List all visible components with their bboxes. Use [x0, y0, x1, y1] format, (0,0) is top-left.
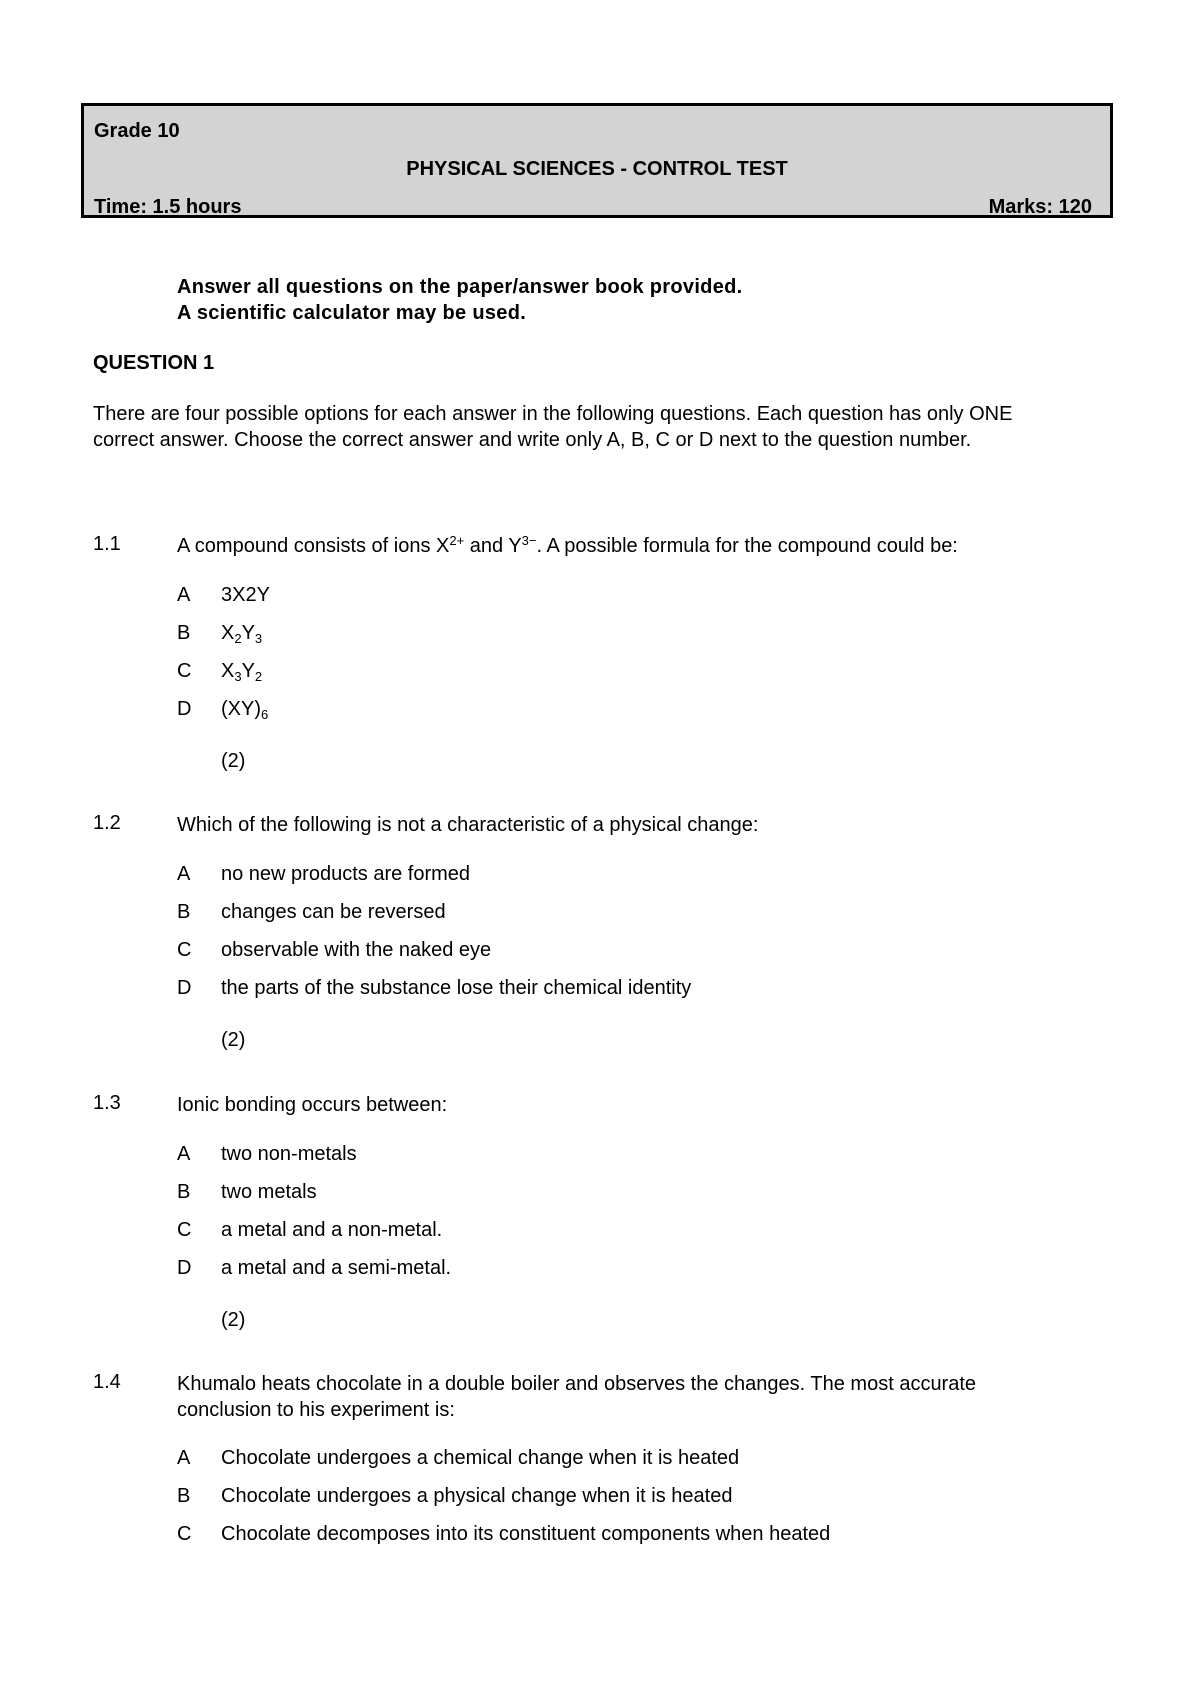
- question-number-1-4: 1.4: [93, 1371, 121, 1393]
- mark-allocation-1-1: (2): [221, 750, 246, 772]
- option-1-1-d: $(XY)_6$: [221, 698, 269, 722]
- option-letter: A: [177, 584, 191, 606]
- option-1-2-b: changes can be reversed: [221, 901, 446, 923]
- question-number-1-1: 1.1: [93, 533, 121, 555]
- option-1-2-c: observable with the naked eye: [221, 939, 492, 961]
- option-letter: B: [177, 622, 191, 644]
- question-text-1-3: Ionic bonding occurs between:: [177, 1094, 448, 1116]
- option-1-2-d: the parts of the substance lose their chemical identity: [221, 977, 692, 999]
- option-1-3-c: a metal and a non-metal.: [221, 1219, 443, 1241]
- question-text-1-4: Khumalo heats chocolate in a double boiler and observes the changes. The most accurate conclusion to his experiment is:: [177, 1373, 977, 1421]
- option-1-2-a: no new products are formed: [221, 863, 471, 885]
- option-letter: C: [177, 660, 192, 682]
- option-letter: B: [177, 1181, 191, 1203]
- option-1-4-a: Chocolate undergoes a chemical change when it is heated: [221, 1447, 740, 1469]
- option-letter: B: [177, 1485, 191, 1507]
- option-letter: D: [177, 1257, 192, 1279]
- question-number-1-2: 1.2: [93, 812, 121, 834]
- option-letter: D: [177, 698, 192, 720]
- question-number-1-3: 1.3: [93, 1092, 121, 1114]
- option-1-3-a: two non-metals: [221, 1143, 357, 1165]
- mark-allocation-1-2: (2): [221, 1029, 246, 1051]
- option-letter: B: [177, 901, 191, 923]
- instruction-line-1: Answer all questions on the paper/answer book provided.: [177, 276, 743, 298]
- marks-label: Marks: 120: [988, 196, 1092, 218]
- option-1-1-c: $X_3Y_2$: [221, 660, 263, 684]
- option-letter: C: [177, 1219, 192, 1241]
- question-text-1-2: Which of the following is not a characteristic of a physical change:: [177, 814, 759, 836]
- test-title: PHYSICAL SCIENCES - CONTROL TEST: [406, 158, 788, 180]
- test-header-box: [81, 103, 1113, 218]
- question-intro: There are four possible options for each answer in the following questions. Each question has only ONE correct answer. Choose the correct answer and write only A, B, C or D next to the question number.: [93, 403, 1013, 451]
- option-1-4-b: Chocolate undergoes a physical change when it is heated: [221, 1485, 733, 1507]
- option-letter: A: [177, 1447, 191, 1469]
- grade-label: Grade 10: [94, 120, 180, 142]
- option-letter: C: [177, 1523, 192, 1545]
- time-label: Time: 1.5 hours: [94, 196, 242, 218]
- option-letter: C: [177, 939, 192, 961]
- option-letter: A: [177, 863, 191, 885]
- option-letter: D: [177, 977, 192, 999]
- question-heading: QUESTION 1: [93, 352, 215, 374]
- option-1-3-b: two metals: [221, 1181, 317, 1203]
- instruction-line-2: A scientific calculator may be used.: [177, 302, 527, 324]
- question-text-1-1: A compound consists of ions $X^{2+}$ and $Y^{3-}$. A possible formula for the compound could be:: [177, 533, 958, 557]
- mark-allocation-1-3: (2): [221, 1309, 246, 1331]
- option-1-3-d: a metal and a semi-metal.: [221, 1257, 452, 1279]
- option-1-4-c: Chocolate decomposes into its constituent components when heated: [221, 1523, 831, 1545]
- option-1-1-b: $X_2Y_3$: [221, 622, 263, 646]
- option-letter: A: [177, 1143, 191, 1165]
- option-1-1-a: 3X2Y: [221, 584, 270, 606]
